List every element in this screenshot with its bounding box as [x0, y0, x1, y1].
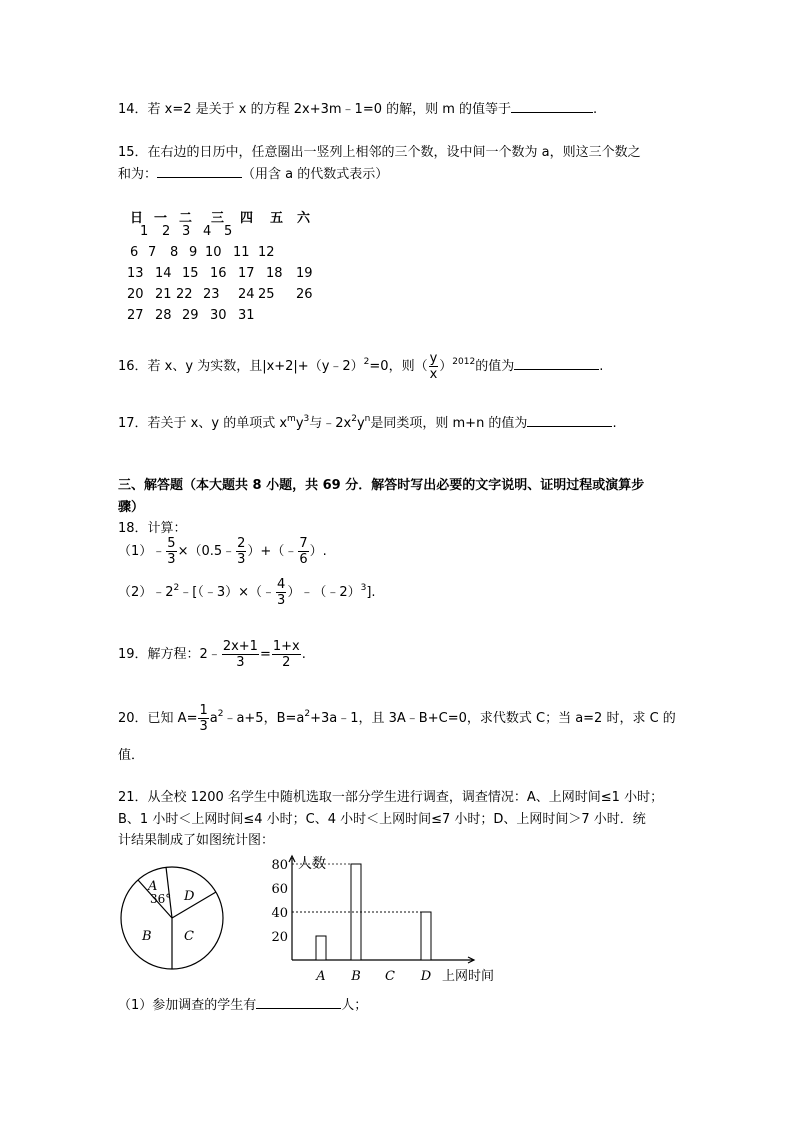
question-18-part2: $(2)﹣2^2﹣[(﹣3)\times(﹣$ $\frac{4}{3}$ ）﹣（﹣2）$^3$].: [118, 577, 376, 608]
calendar-day: 11: [233, 245, 250, 260]
calendar-day: 8: [170, 245, 179, 260]
question-21-sub1: （1）参加调查的学生有 人；: [118, 994, 367, 1013]
x-tick-label: C: [385, 969, 395, 984]
x-tick-label: D: [420, 969, 432, 984]
calendar-day: 16: [210, 266, 227, 281]
calendar-day: 2: [162, 224, 171, 239]
question-14: 14．若 x=2 是关于 x 的方程 2x+3m﹣1=0 的解，则 m 的值等于 .: [118, 98, 597, 117]
bar-A: [316, 936, 326, 960]
calendar-header-cell: 五: [270, 211, 284, 226]
answer-blank[interactable]: [256, 995, 341, 1009]
answer-blank[interactable]: [527, 413, 612, 427]
question-21-line2: B、1 小时＜上网时间≤4 小时；C、4 小时＜上网时间≤7 小时；D、上网时间＞7 小时．统: [118, 812, 646, 827]
x-tick-label: B: [351, 969, 361, 984]
x-axis-label: 上网时间: [442, 969, 495, 984]
calendar-day: 26: [296, 287, 313, 302]
calendar-day: 4: [203, 224, 212, 239]
answer-blank[interactable]: [514, 356, 599, 370]
calendar-day: 27: [127, 308, 144, 323]
calendar-day: 14: [155, 266, 172, 281]
fraction: $\frac{2}{3}$: [237, 536, 246, 567]
y-tick-label: 60: [271, 882, 288, 897]
question-20: 20．已知 A= $\frac{1}{3}$ $a^2﹣a+5$，$B=a^2+3a﹣1$，且 3A﹣B+C=0，求代数式 C；当 a=2 时，求 C 的: [118, 703, 676, 734]
question-16: 16．若 x、y 为实数，且|x+2|+（y﹣2）$^2$=0，则（ $\frac{y}{x}$ ）$^{2012}$的值为 .: [118, 351, 604, 382]
calendar-header-cell: 六: [297, 211, 311, 226]
bar-chart: [268, 848, 508, 986]
y-tick-label: 40: [271, 906, 288, 921]
calendar-day: 12: [258, 245, 275, 260]
calendar-day: 30: [210, 308, 227, 323]
calendar-header-cell: 三: [211, 211, 225, 226]
calendar-day: 18: [266, 266, 283, 281]
calendar-day: 23: [203, 287, 220, 302]
fraction: $\frac{2x+1}{3}$: [222, 639, 258, 670]
fraction: $\frac{7}{6}$: [299, 536, 308, 567]
pie-label-a: A: [148, 879, 158, 894]
calendar-day: 10: [205, 245, 222, 260]
calendar-header-cell: 日: [130, 211, 144, 226]
question-18-part1: （1）﹣ $\frac{5}{3}$ ×（0.5﹣ $\frac{2}{3}$ ）+（﹣ $\frac{7}{6}$ ）.: [118, 536, 327, 567]
calendar-day: 17: [238, 266, 255, 281]
pie-label-b: B: [142, 929, 152, 944]
fraction: $\frac{4}{3}$: [277, 577, 286, 608]
y-axis-label: 人数: [298, 856, 326, 872]
pie-angle-label: 36°: [150, 892, 172, 906]
calendar-day: 24: [238, 287, 255, 302]
fraction: $\frac{1}{3}$: [199, 703, 208, 734]
question-15-line1: 15．在右边的日历中，任意圈出一竖列上相邻的三个数，设中间一个数为 a，则这三个数之: [118, 145, 641, 160]
y-tick-label: 20: [271, 930, 288, 945]
calendar-day: 29: [182, 308, 199, 323]
calendar-day: 9: [189, 245, 198, 260]
calendar-day: 3: [182, 224, 191, 239]
calendar-day: 5: [224, 224, 233, 239]
calendar-day: 25: [258, 287, 275, 302]
y-tick-label: 80: [271, 858, 288, 873]
calendar-day: 15: [182, 266, 199, 281]
question-19: 19．解方程：2﹣ $\frac{2x+1}{3}$ = $\frac{1+x}{2}$ .: [118, 639, 306, 670]
bar-D: [421, 912, 431, 960]
pie-label-c: C: [184, 929, 194, 944]
fraction: $\frac{5}{3}$: [167, 536, 176, 567]
pie-label-d: D: [184, 889, 195, 904]
calendar-day: 20: [127, 287, 144, 302]
section-3-heading-line1: 三、解答题（本大题共 8 小题，共 69 分．解答时写出必要的文字说明、证明过程或演算步: [118, 478, 645, 493]
calendar-day: 22: [176, 287, 193, 302]
calendar-header-cell: 四: [240, 211, 254, 226]
calendar-day: 21: [155, 287, 172, 302]
calendar-header-cell: 一: [154, 211, 168, 226]
x-tick-label: A: [316, 969, 326, 984]
calendar-day: 28: [155, 308, 172, 323]
section-3-heading-line2: 骤）: [118, 500, 145, 515]
calendar-day: 6: [130, 245, 139, 260]
question-15-line2: 和为： （用含 a 的代数式表示）: [118, 163, 388, 182]
calendar-day: 13: [127, 266, 144, 281]
calendar-day: 7: [148, 245, 157, 260]
question-20-line2: 值．: [118, 748, 145, 763]
fraction-y-over-x: $\frac{y}{x}$: [429, 351, 438, 382]
calendar-day: 19: [296, 266, 313, 281]
calendar-day: 31: [238, 308, 255, 323]
question-18-title: 18．计算：: [118, 521, 187, 536]
fraction: $\frac{1+x}{2}$: [272, 639, 300, 670]
question-21-line1: 21．从全校 1200 名学生中随机选取一部分学生进行调查，调查情况：A、上网时间≤1 小时；: [118, 790, 664, 805]
calendar-header-cell: 二: [179, 211, 193, 226]
question-21-line3: 计结果制成了如图统计图：: [118, 833, 275, 848]
pie-chart: [118, 862, 250, 974]
question-17: 17．若关于 x、y 的单项式 $x^my^3$与$﹣2x^2y^n$是同类项，则 m+n 的值为 .: [118, 414, 617, 431]
calendar-day: 1: [140, 224, 149, 239]
